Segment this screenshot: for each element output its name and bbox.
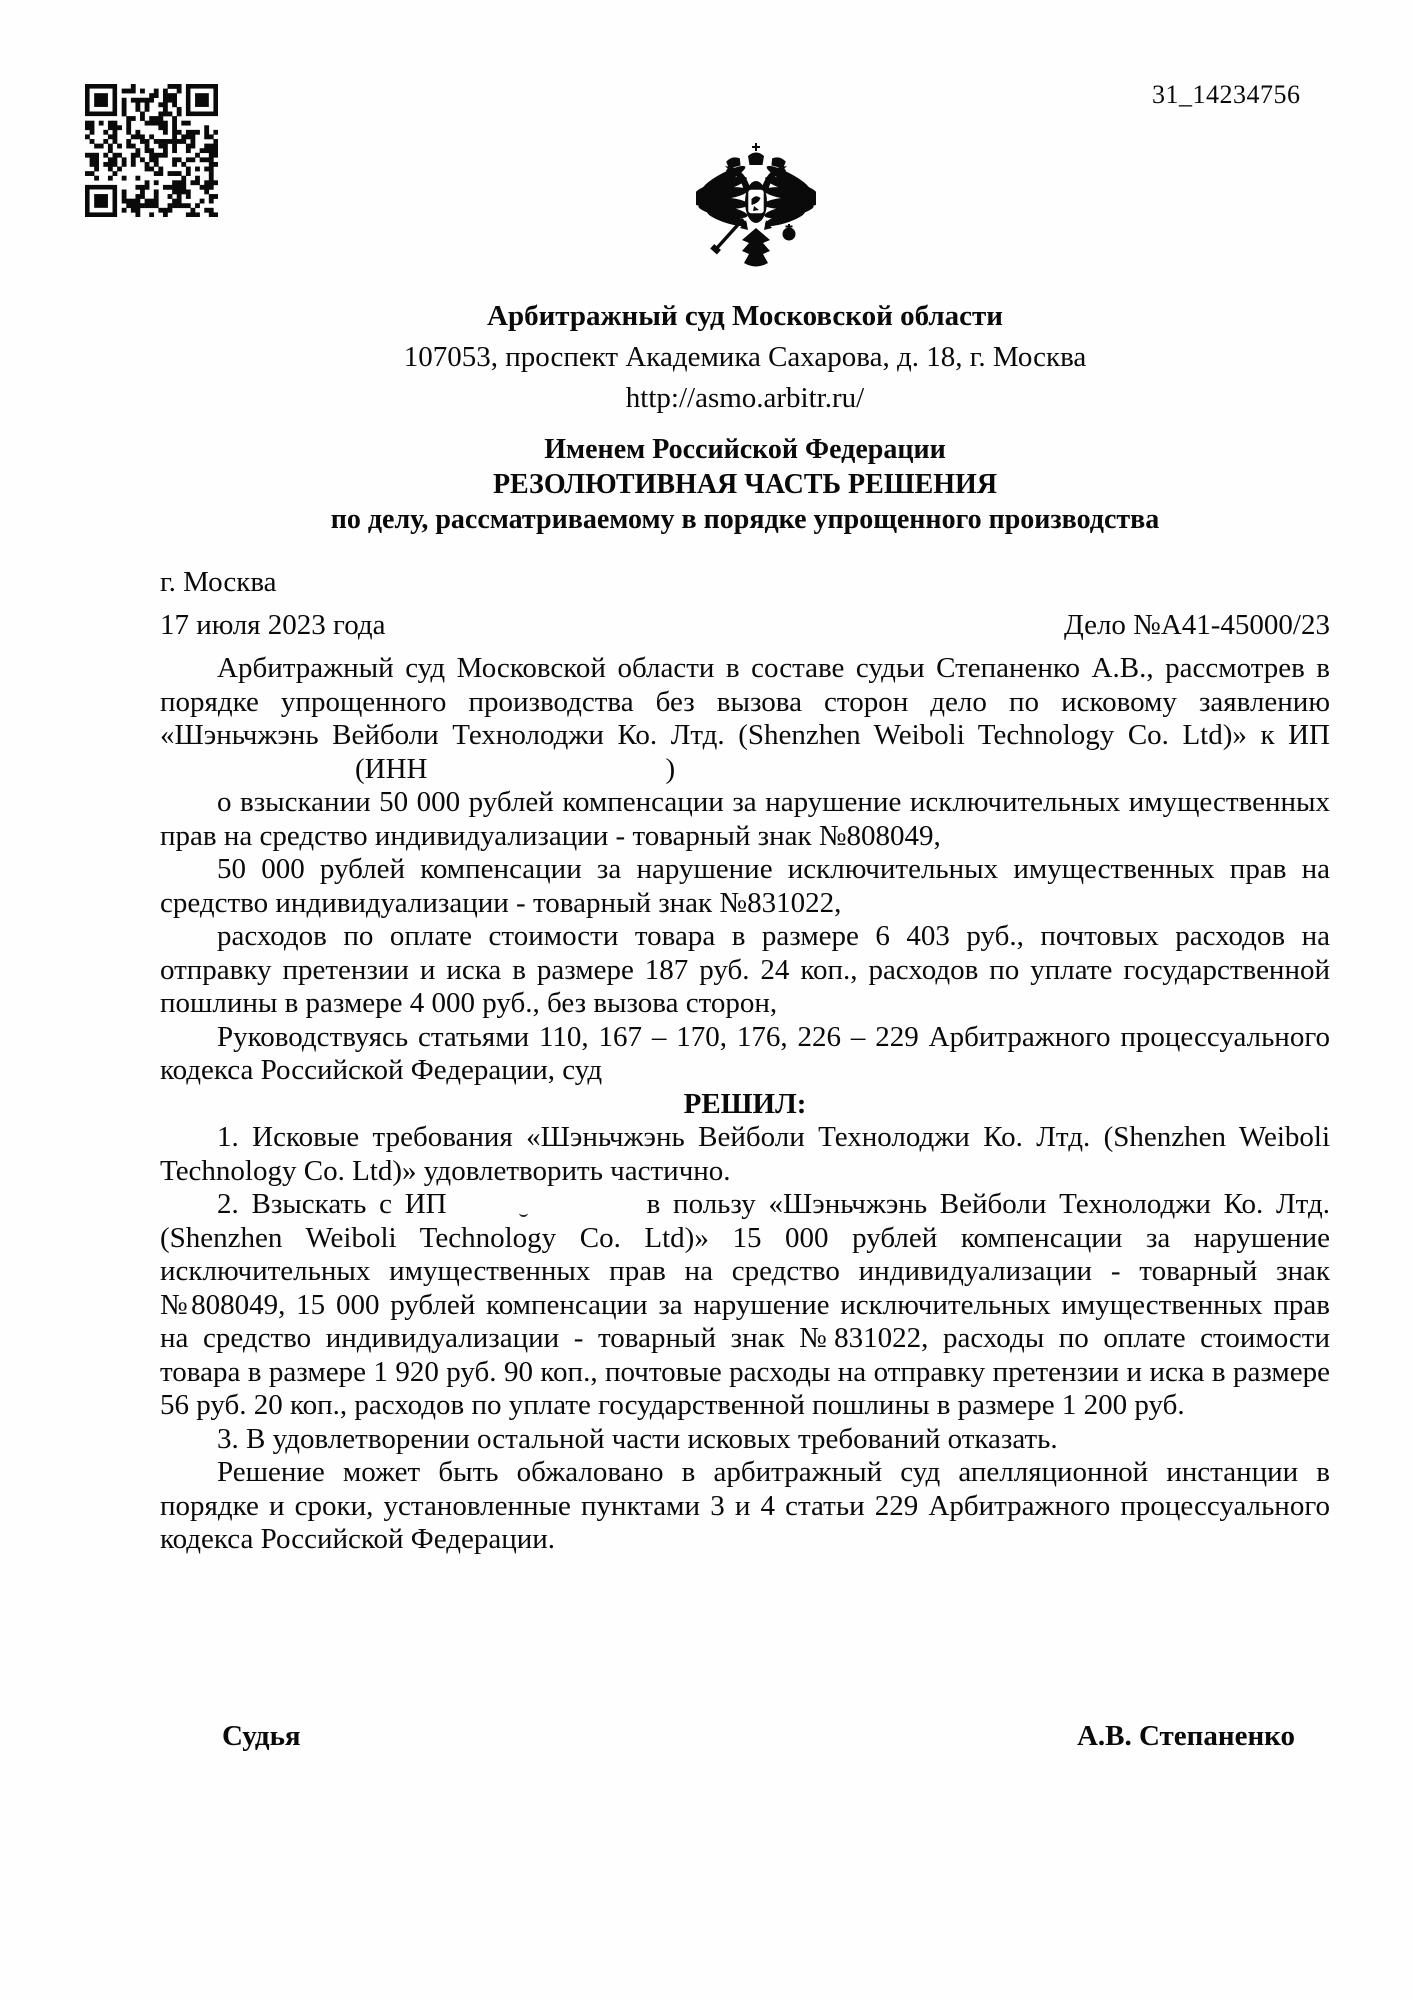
resolution-item-1: 1. Исковые требования «Шэньчжэнь Вейболи Технолоджи Ко. Лтд. (Shenzhen Weiboli Technology Co. Ltd)» удовлетворить частично. [160,1121,1330,1187]
paragraph-intro: Арбитражный суд Московской области в составе судьи Степаненко А.В., рассмотрев в порядке упрощенного производства без вызова сторон дело по исковому заявлению «Шэньчжэнь Вейболи Технолоджи Ко. Лтд. (Shenzhen Weiboli Technology Co. Ltd)» к ИП [160,652,1330,751]
meta-date: 17 июля 2023 года [160,609,386,641]
title-line-federation: Именем Российской Федерации [544,434,946,465]
russian-coat-of-arms-icon [696,142,816,280]
title-line-resolution: РЕЗОЛЮТИВНАЯ ЧАСТЬ РЕШЕНИЯ [492,469,998,500]
paragraph-appeal: Решение может быть обжаловано в арбитражный суд апелляционной инстанции в порядке и сроки, установленные пунктами 3 и 4 статьи 229 Арбитражного процессуального кодекса Российской Федерации. [160,1456,1330,1555]
court-url: http://asmo.arbitr.ru/ [625,382,865,414]
paragraph-legal-basis: Руководствуясь статьями 110, 167 – 170, 176, 226 – 229 Арбитражного процессуального кодекса Российской Федерации, суд [160,1020,1330,1086]
resolution-heading: РЕШИЛ: [683,1087,807,1120]
signature-role: Судья [222,1720,301,1752]
item2-prefix: 2. Взыскать с ИП [217,1188,447,1220]
inn-redacted-line [160,753,1330,787]
title-line-procedure: по делу, рассматриваемому в порядке упрощенного производства [330,504,1160,535]
meta-city: г. Москва [160,566,277,598]
redaction-artifact-mark [519,1209,528,1217]
inn-open: (ИНН [355,752,428,785]
court-address: 107053, проспект Академика Сахарова, д. 18, г. Москва [403,341,1087,373]
item2-text: в пользу «Шэньчжэнь Вейболи Технолоджи Ко. Лтд. (Shenzhen Weiboli Technology Co. Ltd)» 15 000 рублей компенсации за нарушение исключительных имущественных прав на средство индивидуализации - товарный знак №808049, 15 000 рублей компенсации за нарушение исключительных имущественных прав на средство индивидуализации - товарный знак №831022, расходы по оплате стоимости товара в размере 1 920 руб. 90 коп., почтовые расходы на отправку претензии и иска в размере 56 руб. 20 коп., расходов по уплате государственной пошлины в размере 1 200 руб. [160,1188,1330,1421]
court-header [160,296,1330,419]
signature-name: А.В. Степаненко [1076,1720,1295,1752]
court-name: Арбитражный суд Московской области [487,300,1003,332]
decision-body [160,652,1330,1557]
document-title [160,432,1330,537]
meta-row [160,609,1330,642]
resolution-item-2 [160,1188,1330,1423]
paragraph-claim-808049: о взыскании 50 000 рублей компенсации за нарушение исключительных имущественных прав на средство индивидуализации - товарный знак №808049, [160,786,1330,852]
inn-close: ) [665,752,676,785]
case-number: Дело №А41-45000/23 [1063,609,1330,641]
paragraph-claim-831022: 50 000 рублей компенсации за нарушение исключительных имущественных прав на средство индивидуализации - товарный знак №831022, [160,853,1330,919]
qr-code [85,84,218,217]
paragraph-costs: расходов по оплате стоимости товара в размере 6 403 руб., почтовых расходов на отправку претензии и иска в размере 187 руб. 24 коп., расходов по уплате государственной пошлины в размере 4 000 руб., без вызова сторон, [160,920,1330,1019]
document-number: 31_14234756 [1152,80,1301,109]
resolution-item-3: 3. В удовлетворении остальной части исковых требований отказать. [217,1422,1058,1455]
signature-row [160,1720,1330,1753]
